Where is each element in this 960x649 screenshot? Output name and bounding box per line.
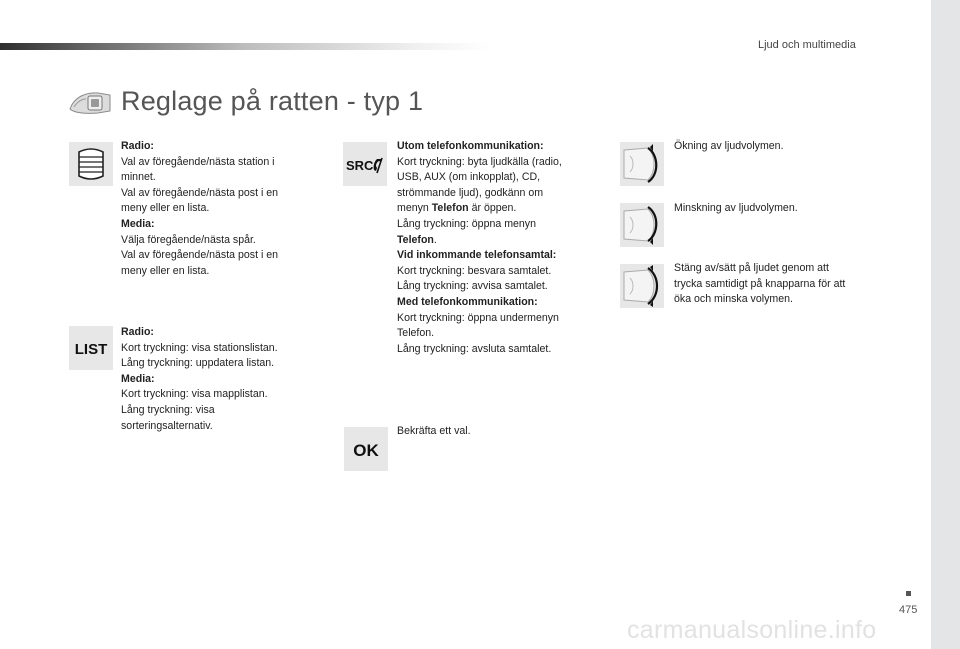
text-line: Kort tryckning: byta ljudkälla (radio, bbox=[397, 155, 562, 168]
mute-wheel-icon bbox=[620, 264, 664, 308]
text-line: Kort tryckning: besvara samtalet. bbox=[397, 264, 552, 277]
text-line: sorteringsalternativ. bbox=[121, 419, 213, 432]
page-title: Reglage på ratten - typ 1 bbox=[121, 86, 424, 116]
page-number: 475 bbox=[899, 604, 918, 616]
mute-description bbox=[674, 261, 845, 308]
text-line: Lång tryckning: visa bbox=[121, 403, 215, 416]
ok-button-icon bbox=[344, 427, 388, 471]
list-button-label: LIST bbox=[74, 341, 108, 358]
watermark: carmanualsonline.info bbox=[627, 616, 877, 644]
text-line: Lång tryckning: avsluta samtalet. bbox=[397, 342, 552, 355]
text-line: Radio: bbox=[121, 140, 154, 152]
text-line: strömmande ljud), godkänn om bbox=[397, 186, 544, 199]
src-button-description bbox=[397, 139, 562, 357]
scroll-wheel-icon bbox=[69, 142, 113, 186]
text-line: meny eller en lista. bbox=[121, 202, 210, 215]
volume-up-wheel-icon bbox=[620, 142, 664, 186]
text-line: Kort tryckning: visa stationslistan. bbox=[121, 341, 278, 354]
text-line: Media: bbox=[121, 217, 155, 230]
text-line: Lång tryckning: uppdatera listan. bbox=[121, 357, 275, 370]
list-button-icon bbox=[69, 326, 113, 370]
text-line: Val av föregående/nästa post i en bbox=[121, 249, 279, 262]
page-marker bbox=[906, 591, 911, 596]
text-line: Kort tryckning: visa mapplistan. bbox=[121, 388, 268, 401]
text-line: trycka samtidigt på knapparna för att bbox=[674, 277, 846, 290]
volume-up-description bbox=[674, 139, 784, 155]
text-line: Kort tryckning: öppna undermenyn bbox=[397, 311, 559, 324]
text-line: Media: bbox=[121, 372, 155, 385]
text-line: Bekräfta ett val. bbox=[397, 425, 471, 437]
scroll-wheel-description bbox=[121, 139, 278, 279]
ok-button-label: OK bbox=[353, 441, 379, 460]
section-title: Ljud och multimedia bbox=[758, 39, 856, 51]
text-line: Lång tryckning: avvisa samtalet. bbox=[397, 280, 548, 293]
src-button-icon bbox=[343, 142, 387, 186]
text-line: menyn Telefon är öppen. bbox=[397, 202, 517, 215]
text-line: öka och minska volymen. bbox=[674, 293, 793, 306]
text-line: Val av föregående/nästa station i bbox=[121, 155, 275, 168]
text-line: Val av föregående/nästa post i en bbox=[121, 186, 279, 199]
text-line: Telefon. bbox=[397, 327, 435, 340]
text-line: Ökning av ljudvolymen. bbox=[674, 140, 784, 152]
text-line: USB, AUX (om inkopplat), CD, bbox=[397, 171, 541, 184]
side-strip bbox=[931, 0, 960, 649]
text-line: Välja föregående/nästa spår. bbox=[121, 233, 256, 246]
ok-button-description bbox=[397, 424, 471, 440]
volume-down-description bbox=[674, 201, 798, 217]
steering-wheel-controls-icon bbox=[68, 89, 112, 117]
text-line: Vid inkommande telefonsamtal: bbox=[397, 249, 557, 262]
src-button-label: SRC bbox=[346, 158, 374, 173]
header-bar bbox=[0, 43, 490, 50]
list-button-description bbox=[121, 325, 278, 434]
text-line: minnet. bbox=[121, 171, 156, 184]
text-line: Med telefonkommunikation: bbox=[397, 295, 538, 308]
phone-icon bbox=[374, 158, 382, 173]
text-line: Minskning av ljudvolymen. bbox=[674, 202, 798, 214]
text-line: Lång tryckning: öppna menyn bbox=[397, 217, 536, 230]
text-line: Utom telefonkommunikation: bbox=[397, 140, 544, 152]
text-line: meny eller en lista. bbox=[121, 264, 210, 277]
text-line: Telefon. bbox=[397, 233, 437, 246]
volume-down-wheel-icon bbox=[620, 203, 664, 247]
text-line: Radio: bbox=[121, 326, 154, 338]
text-line: Stäng av/sätt på ljudet genom att bbox=[674, 262, 829, 274]
